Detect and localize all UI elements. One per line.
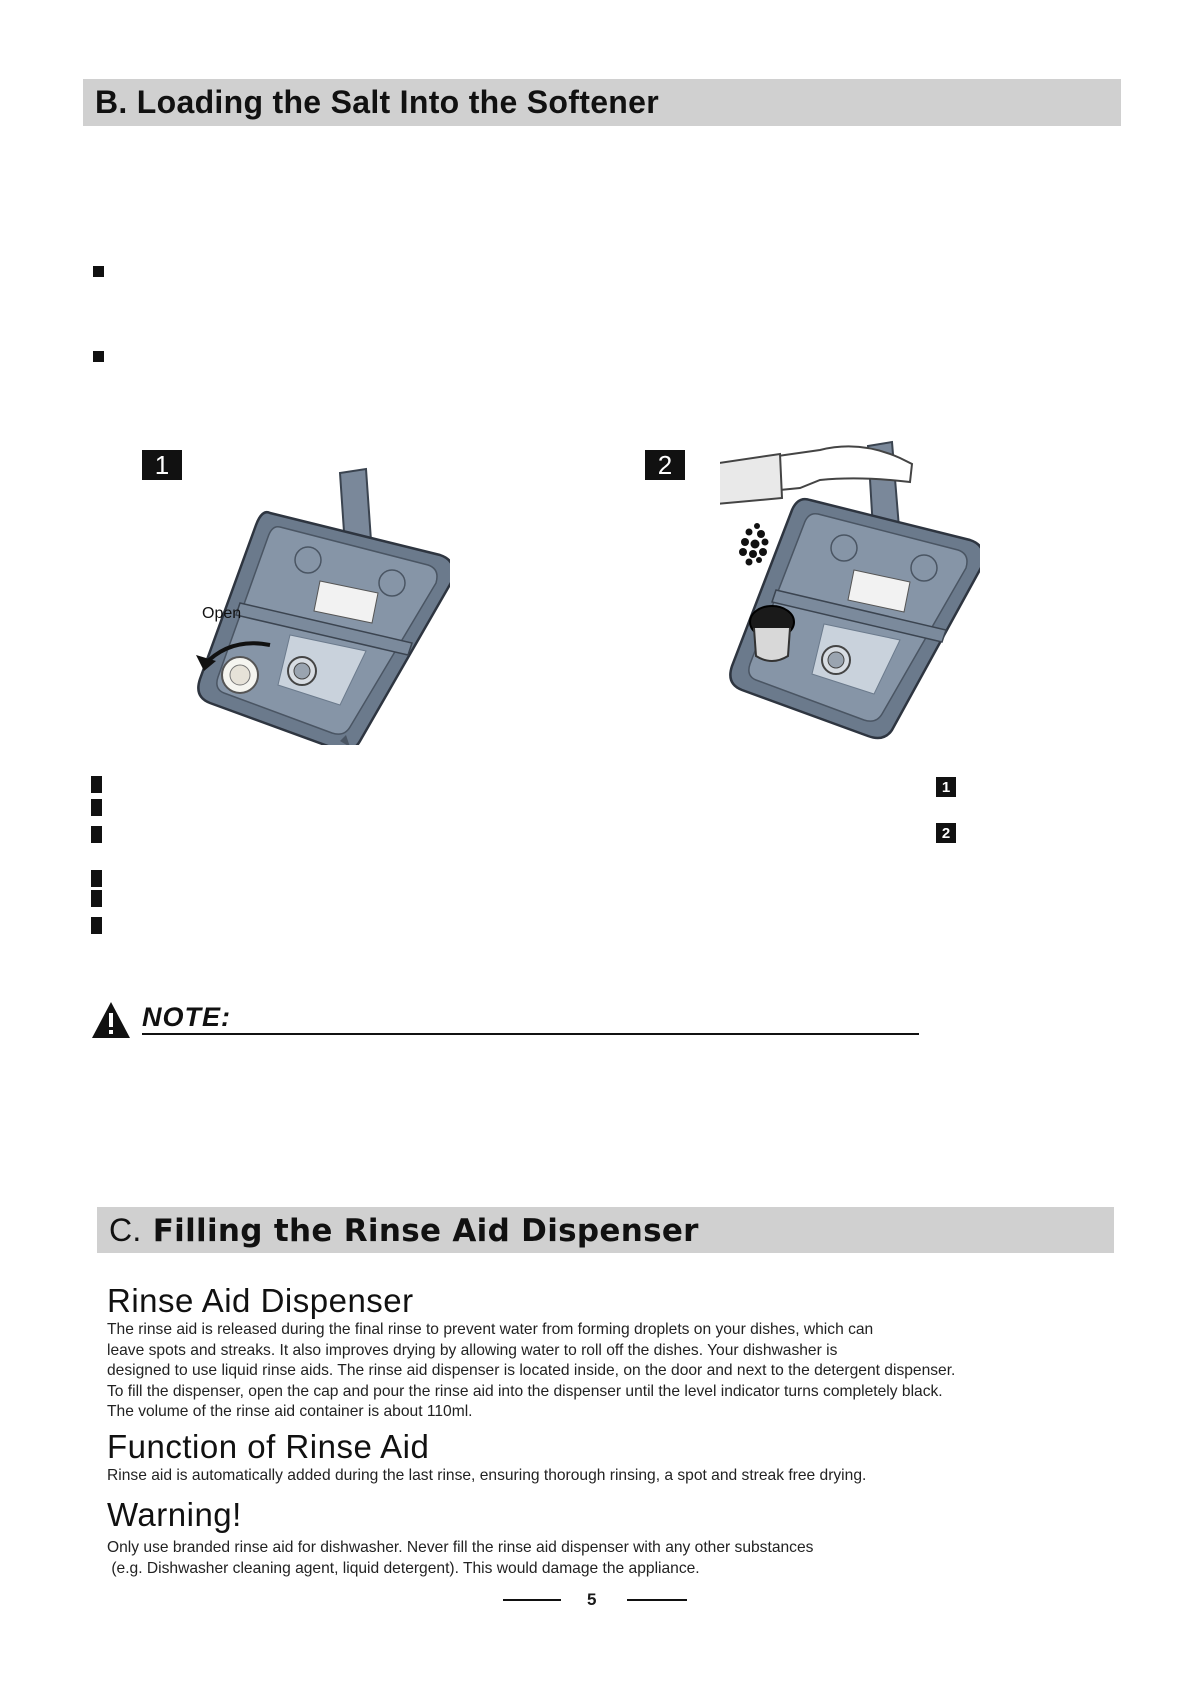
step-bullet-icon [91, 917, 102, 934]
paragraph-line: Only use branded rinse aid for dishwasher. Never fill the rinse aid dispenser with any other substances [107, 1539, 814, 1556]
square-bullet-icon [93, 266, 104, 277]
legend-badge-2 [936, 823, 956, 843]
salt-loading-illustration [720, 440, 980, 740]
figure-1-badge [142, 450, 182, 480]
paragraph-line: To fill the dispenser, open the cap and pour the rinse aid into the dispenser until the level indicator turns completely black. [107, 1382, 943, 1400]
paragraph-line: Rinse aid is automatically added during the last rinse, ensuring thorough rinsing, a spot and streak free drying. [107, 1467, 867, 1484]
figure-1-badge-number: 1 [154, 449, 170, 480]
legend-badge-1-number: 1 [941, 778, 951, 796]
rinse-aid-dispenser-heading: Rinse Aid Dispenser [107, 1282, 414, 1319]
paragraph-line: leave spots and streaks. It also improves drying by allowing water to roll off the dishes. Your dishwasher is [107, 1341, 838, 1359]
rinse-aid-dispenser-text [107, 1320, 955, 1423]
figure-2-badge [645, 450, 685, 480]
square-bullet-icon [93, 351, 104, 362]
step-bullet-icon [91, 826, 102, 843]
section-b-title: B. Loading the Salt Into the Softener [95, 84, 659, 120]
function-text [107, 1466, 866, 1487]
section-c-title-prefix: C. [109, 1211, 142, 1248]
section-c-header [97, 1207, 1114, 1253]
section-b-header [83, 79, 1121, 126]
figure-2-badge-number: 2 [657, 449, 673, 480]
paragraph-line: The volume of the rinse aid container is about 110ml. [107, 1403, 473, 1420]
footer-rule-right [627, 1599, 687, 1601]
paragraph-line: (e.g. Dishwasher cleaning agent, liquid detergent). This would damage the appliance. [107, 1559, 700, 1577]
warning-text [107, 1538, 813, 1579]
page-number: 5 [587, 1590, 597, 1609]
section-c-title-bold: Filling the Rinse Aid Dispenser [141, 1212, 699, 1249]
step-bullet-icon [91, 799, 102, 816]
open-label: Open [202, 605, 242, 622]
note-underline [142, 1033, 919, 1035]
step-bullet-icon [91, 890, 102, 907]
footer-rule-left [503, 1599, 561, 1601]
function-heading: Function of Rinse Aid [107, 1428, 430, 1465]
note-label: NOTE: [142, 1002, 231, 1032]
legend-badge-2-number: 2 [941, 824, 951, 842]
warning-triangle-icon [90, 1000, 132, 1040]
paragraph-line: The rinse aid is released during the final rinse to prevent water from forming droplets on your dishes, which can [107, 1321, 874, 1338]
paragraph-line: designed to use liquid rinse aids. The rinse aid dispenser is located inside, on the door and next to the detergent dispenser. [107, 1362, 956, 1379]
step-bullet-icon [91, 870, 102, 887]
step-bullet-icon [91, 776, 102, 793]
warning-heading: Warning! [107, 1496, 242, 1533]
legend-badge-1 [936, 777, 956, 797]
section-c-title [97, 1212, 699, 1249]
salt-granules-icon [735, 520, 775, 570]
